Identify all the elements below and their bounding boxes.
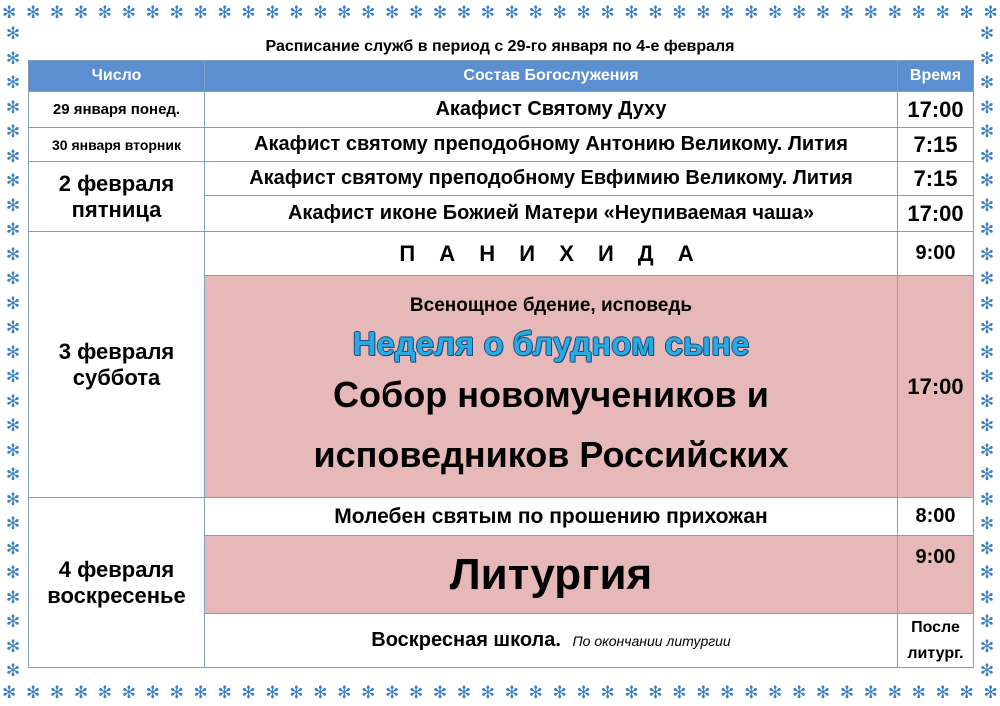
table-row [29,92,974,128]
snowflake-ornament-icon: ✻ [49,2,65,23]
snowflake-ornament-icon: ✻ [169,2,184,23]
table-header-row [29,61,974,92]
snowflake-ornament-icon: ✻ [979,122,995,142]
snowflake-ornament-icon: ✻ [979,489,995,510]
date-line: 2 февраля [58,170,175,196]
snowflake-ornament-icon: ✻ [979,244,995,265]
snowflake-ornament-icon: ✻ [863,682,878,703]
schedule-table [28,60,974,668]
snowflake-ornament-icon: ✻ [979,48,995,69]
snowflake-ornament-icon: ✻ [863,2,878,23]
table-row [29,128,974,162]
snowflake-ornament-icon: ✻ [600,682,615,703]
date-line: 4 февраля [58,556,175,582]
snowflake-ornament-icon: ✻ [979,514,995,534]
snowflake-ornament-icon: ✻ [600,2,615,23]
snowflake-ornament-icon: ✻ [979,195,995,216]
snowflake-ornament-icon: ✻ [456,2,472,23]
snowflake-ornament-icon: ✻ [313,682,328,703]
snowflake-ornament-icon: ✻ [432,682,448,703]
date-cell [29,498,205,668]
snowflake-ornament-icon: ✻ [5,661,21,681]
weekday-line: пятница [71,196,162,222]
snowflake-ornament-icon: ✻ [979,538,995,559]
snowflake-ornament-icon: ✻ [145,682,160,703]
service-cell: П А Н И Х И Д А [205,232,898,276]
snowflake-ornament-icon: ✻ [983,2,998,23]
snowflake-ornament-icon: ✻ [979,440,995,461]
time-line: литург. [907,644,964,662]
snowflake-ornament-icon: ✻ [5,489,21,510]
header-time: Время [898,61,974,92]
snowflake-ornament-icon: ✻ [979,73,995,93]
snowflake-ornament-icon: ✻ [25,682,41,703]
snowflake-ornament-icon: ✻ [576,2,591,23]
service-cell-vigil [205,276,898,498]
date-cell: 29 января понед. [29,92,205,128]
service-cell: Акафист святому преподобному Антонию Великому. Лития [205,128,898,162]
snowflake-ornament-icon: ✻ [2,682,17,703]
time-cell: 7:15 [898,128,974,162]
date-cell [29,232,205,498]
schedule-title: Расписание служб в период с 29-го января по 4-е февраля [265,38,735,55]
snowflake-ornament-icon: ✻ [979,612,995,632]
snowflake-ornament-icon: ✻ [337,682,352,703]
snowflake-ornament-icon: ✻ [552,682,567,703]
snowflake-ornament-icon: ✻ [979,465,995,485]
snowflake-ornament-icon: ✻ [5,612,21,632]
snowflake-ornament-icon: ✻ [289,682,304,703]
time-cell [898,614,974,668]
snowflake-ornament-icon: ✻ [361,2,376,23]
snowflake-ornament-icon: ✻ [337,2,352,23]
snowflake-ornament-icon: ✻ [5,122,21,142]
snowflake-ornament-icon: ✻ [5,195,21,216]
snowflake-ornament-icon: ✻ [815,682,831,703]
snowflake-ornament-icon: ✻ [979,293,995,314]
snowflake-ornament-icon: ✻ [5,220,21,240]
snowflake-ornament-icon: ✻ [217,2,232,23]
ornament-border-right [974,26,1000,680]
snowflake-ornament-icon: ✻ [5,391,21,412]
ornament-border-bottom [0,680,1000,706]
snowflake-ornament-icon: ✻ [97,682,112,703]
snowflake-ornament-icon: ✻ [935,682,950,703]
snowflake-ornament-icon: ✻ [979,587,995,608]
snowflake-ornament-icon: ✻ [979,171,995,191]
service-cell: Молебен святым по прошению прихожан [205,498,898,536]
snowflake-ornament-icon: ✻ [744,2,759,23]
snowflake-ornament-icon: ✻ [2,2,17,23]
snowflake-ornament-icon: ✻ [5,24,21,44]
snowflake-ornament-icon: ✻ [528,2,543,23]
snowflake-ornament-icon: ✻ [720,2,735,23]
snowflake-ornament-icon: ✻ [5,440,21,461]
snowflake-ornament-icon: ✻ [289,2,304,23]
snowflake-ornament-icon: ✻ [648,682,663,703]
snowflake-ornament-icon: ✻ [121,2,136,23]
snowflake-ornament-icon: ✻ [25,2,41,23]
time-cell: 7:15 [898,162,974,196]
snowflake-ornament-icon: ✻ [672,682,687,703]
snowflake-ornament-icon: ✻ [791,2,807,23]
ornament-border-left [0,26,26,680]
table-row [29,162,974,196]
time-line: После [911,618,960,636]
snowflake-ornament-icon: ✻ [5,48,21,69]
snowflake-ornament-icon: ✻ [672,2,687,23]
snowflake-ornament-icon: ✻ [979,318,995,338]
snowflake-ornament-icon: ✻ [5,318,21,338]
snowflake-ornament-icon: ✻ [432,2,448,23]
snowflake-ornament-icon: ✻ [456,682,472,703]
snowflake-ornament-icon: ✻ [887,682,902,703]
snowflake-ornament-icon: ✻ [979,146,995,167]
table-row [29,498,974,536]
snowflake-ornament-icon: ✻ [5,636,21,657]
snowflake-ornament-icon: ✻ [5,514,21,534]
snowflake-ornament-icon: ✻ [839,2,855,23]
snowflake-ornament-icon: ✻ [5,563,21,583]
snowflake-ornament-icon: ✻ [193,682,208,703]
snowflake-ornament-icon: ✻ [361,682,376,703]
snowflake-ornament-icon: ✻ [979,220,995,240]
date-cell: 30 января вторник [29,128,205,162]
service-text: Воскресная школа. [371,629,561,651]
time-cell: 17:00 [898,276,974,498]
snowflake-ornament-icon: ✻ [979,24,995,44]
snowflake-ornament-icon: ✻ [5,73,21,93]
snowflake-ornament-icon: ✻ [73,682,89,703]
snowflake-ornament-icon: ✻ [979,97,995,118]
snowflake-ornament-icon: ✻ [768,2,783,23]
snowflake-ornament-icon: ✻ [887,2,902,23]
snowflake-ornament-icon: ✻ [5,465,21,485]
snowflake-ornament-icon: ✻ [408,2,424,23]
snowflake-ornament-icon: ✻ [979,416,995,436]
snowflake-ornament-icon: ✻ [979,563,995,583]
snowflake-ornament-icon: ✻ [768,682,783,703]
snowflake-ornament-icon: ✻ [145,2,160,23]
snowflake-ornament-icon: ✻ [265,682,280,703]
snowflake-ornament-icon: ✻ [265,2,280,23]
time-cell: 9:00 [898,536,974,614]
snowflake-ornament-icon: ✻ [408,682,424,703]
snowflake-ornament-icon: ✻ [935,2,950,23]
snowflake-ornament-icon: ✻ [5,538,21,559]
service-cell [205,614,898,668]
snowflake-ornament-icon: ✻ [979,391,995,412]
time-cell: 17:00 [898,196,974,232]
snowflake-ornament-icon: ✻ [959,2,974,23]
snowflake-ornament-icon: ✻ [5,367,21,387]
weekday-line: воскресенье [47,582,186,608]
date-line: 3 февраля [58,338,175,364]
snowflake-ornament-icon: ✻ [791,682,807,703]
snowflake-ornament-icon: ✻ [720,682,735,703]
service-cell-liturgy: Литургия [205,536,898,614]
table-row [29,232,974,276]
snowflake-ornament-icon: ✻ [911,2,926,23]
snowflake-ornament-icon: ✻ [979,661,995,681]
snowflake-ornament-icon: ✻ [5,342,21,363]
snowflake-ornament-icon: ✻ [5,269,21,289]
snowflake-ornament-icon: ✻ [979,342,995,363]
snowflake-ornament-icon: ✻ [169,682,184,703]
snowflake-ornament-icon: ✻ [979,636,995,657]
snowflake-ornament-icon: ✻ [480,2,495,23]
snowflake-ornament-icon: ✻ [5,293,21,314]
service-cell: Акафист иконе Божией Матери «Неупиваемая чаша» [205,196,898,232]
snowflake-ornament-icon: ✻ [983,682,998,703]
snowflake-ornament-icon: ✻ [241,682,256,703]
snowflake-ornament-icon: ✻ [504,682,519,703]
snowflake-ornament-icon: ✻ [528,682,543,703]
snowflake-ornament-icon: ✻ [5,97,21,118]
snowflake-ornament-icon: ✻ [696,682,711,703]
header-date: Число [29,61,205,92]
snowflake-ornament-icon: ✻ [979,269,995,289]
service-note: По окончании литургии [572,633,731,649]
snowflake-ornament-icon: ✻ [504,2,519,23]
snowflake-ornament-icon: ✻ [193,2,208,23]
snowflake-ornament-icon: ✻ [241,2,256,23]
snowflake-ornament-icon: ✻ [624,2,639,23]
header-service: Состав Богослужения [205,61,898,92]
feast-line: Собор новомучеников и [333,373,769,415]
snowflake-ornament-icon: ✻ [744,682,759,703]
snowflake-ornament-icon: ✻ [979,367,995,387]
snowflake-ornament-icon: ✻ [313,2,328,23]
date-cell [29,162,205,232]
snowflake-ornament-icon: ✻ [5,171,21,191]
snowflake-ornament-icon: ✻ [480,682,495,703]
time-cell: 8:00 [898,498,974,536]
snowflake-ornament-icon: ✻ [49,682,65,703]
service-cell: Акафист святому преподобному Евфимию Великому. Лития [205,162,898,196]
snowflake-ornament-icon: ✻ [911,682,926,703]
snowflake-ornament-icon: ✻ [648,2,663,23]
snowflake-ornament-icon: ✻ [121,682,136,703]
time-cell: 17:00 [898,92,974,128]
sunday-name-text: Неделя о блудном сыне [352,324,750,362]
feast-line: исповедников Российских [313,433,789,475]
snowflake-ornament-icon: ✻ [576,682,591,703]
snowflake-ornament-icon: ✻ [5,146,21,167]
snowflake-ornament-icon: ✻ [217,682,232,703]
snowflake-ornament-icon: ✻ [385,2,400,23]
vigil-text: Всенощное бдение, исповедь [409,294,693,316]
snowflake-ornament-icon: ✻ [5,244,21,265]
snowflake-ornament-icon: ✻ [73,2,89,23]
snowflake-ornament-icon: ✻ [385,682,400,703]
snowflake-ornament-icon: ✻ [839,682,855,703]
snowflake-ornament-icon: ✻ [696,2,711,23]
snowflake-ornament-icon: ✻ [5,587,21,608]
snowflake-ornament-icon: ✻ [959,682,974,703]
snowflake-ornament-icon: ✻ [815,2,831,23]
snowflake-ornament-icon: ✻ [5,416,21,436]
service-cell: Акафист Святому Духу [205,92,898,128]
time-cell: 9:00 [898,232,974,276]
weekday-line: суббота [72,364,161,390]
snowflake-ornament-icon: ✻ [552,2,567,23]
snowflake-ornament-icon: ✻ [624,682,639,703]
ornament-border-top [0,0,1000,26]
snowflake-ornament-icon: ✻ [97,2,112,23]
